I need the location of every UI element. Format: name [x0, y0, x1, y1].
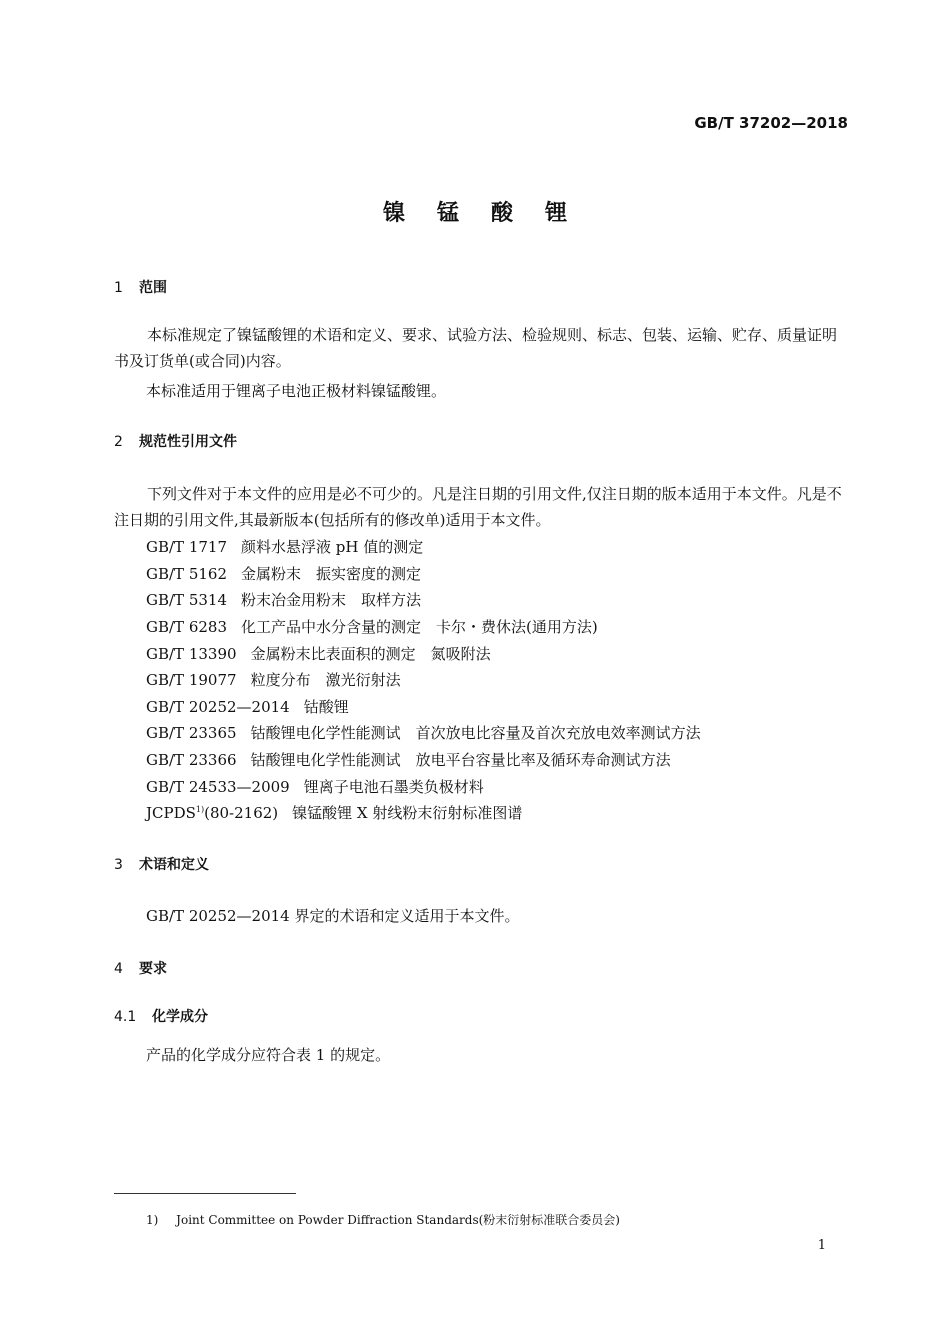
- reference-code: GB/T 20252—2014: [146, 698, 290, 716]
- reference-code: JCPDS: [146, 804, 196, 822]
- reference-code: GB/T 24533—2009: [146, 778, 290, 796]
- reference-title: 粉末冶金用粉末 取样方法: [241, 591, 422, 609]
- reference-title: 镍锰酸锂 X 射线粉末衍射标准图谱: [292, 804, 523, 822]
- reference-item: [146, 776, 484, 797]
- section-2-heading: [114, 431, 237, 451]
- section-4-heading: [114, 958, 167, 978]
- page-number: 1: [817, 1238, 826, 1253]
- reference-code: GB/T 6283: [146, 618, 228, 636]
- footnote-divider: [114, 1193, 296, 1194]
- reference-item: [146, 669, 401, 690]
- section-number: 1: [114, 280, 123, 296]
- reference-title: 锂离子电池石墨类负极材料: [303, 778, 484, 796]
- terms-paragraph: GB/T 20252—2014 界定的术语和定义适用于本文件。: [146, 907, 520, 925]
- section-title: 范围: [139, 280, 167, 296]
- reference-title: 粒度分布 激光衍射法: [250, 671, 401, 689]
- reference-item: [146, 563, 421, 584]
- section-number: 2: [114, 434, 123, 450]
- reference-title: 金属粉末比表面积的测定 氮吸附法: [250, 645, 491, 663]
- section-title: 术语和定义: [139, 857, 209, 873]
- scope-paragraph-1: 本标准规定了镍锰酸锂的术语和定义、要求、试验方法、检验规则、标志、包装、运输、贮存、质量证明书及订货单(或合同)内容。: [114, 326, 838, 370]
- reference-item: [146, 749, 671, 770]
- reference-title: 颜料水悬浮液 pH 值的测定: [241, 538, 424, 556]
- reference-title: 钴酸锂电化学性能测试 放电平台容量比率及循环寿命测试方法: [250, 751, 671, 769]
- section-number: 4: [114, 961, 123, 977]
- section-title: 要求: [139, 961, 167, 977]
- reference-code: GB/T 19077: [146, 671, 237, 689]
- reference-code: GB/T 1717: [146, 538, 228, 556]
- reference-item: [146, 536, 423, 557]
- reference-item: [146, 616, 598, 637]
- composition-paragraph: 产品的化学成分应符合表 1 的规定。: [146, 1046, 391, 1064]
- reference-title: 钴酸锂: [303, 698, 349, 716]
- reference-title: 化工产品中水分含量的测定 卡尔・费休法(通用方法): [241, 618, 598, 636]
- reference-code: GB/T 5162: [146, 565, 228, 583]
- reference-item: [146, 722, 701, 743]
- section-3-heading: [114, 854, 209, 874]
- footnote-marker: 1): [195, 805, 205, 814]
- subsection-4-1-heading: [114, 1006, 208, 1026]
- reference-code: GB/T 13390: [146, 645, 237, 663]
- reference-item: [146, 643, 491, 664]
- footnote: [146, 1211, 620, 1228]
- section-1-heading: [114, 277, 167, 297]
- reference-item: [146, 589, 421, 610]
- section-number: 3: [114, 857, 123, 873]
- reference-item: [146, 696, 349, 717]
- reference-code: GB/T 23366: [146, 751, 237, 769]
- references-intro: 下列文件对于本文件的应用是必不可少的。凡是注日期的引用文件,仅注日期的版本适用于本文件。凡是不注日期的引用文件,其最新版本(包括所有的修改单)适用于本文件。: [114, 485, 842, 529]
- reference-code: GB/T 23365: [146, 724, 237, 742]
- scope-paragraph-2: 本标准适用于锂离子电池正极材料镍锰酸锂。: [146, 382, 447, 400]
- standard-code: GB/T 37202—2018: [694, 114, 848, 132]
- document-title: 镍锰酸锂: [382, 201, 599, 226]
- footnote-marker: 1): [146, 1213, 159, 1227]
- reference-code: GB/T 5314: [146, 591, 228, 609]
- reference-title: 钴酸锂电化学性能测试 首次放电比容量及首次充放电效率测试方法: [250, 724, 701, 742]
- reference-number: (80-2162): [204, 804, 279, 822]
- footnote-text: Joint Committee on Powder Diffraction Standards(粉末衍射标准联合委员会): [176, 1213, 620, 1227]
- subsection-title: 化学成分: [152, 1009, 208, 1025]
- section-title: 规范性引用文件: [139, 434, 237, 450]
- reference-item-jcpds: [146, 802, 522, 823]
- subsection-number: 4.1: [114, 1009, 137, 1025]
- reference-title: 金属粉末 振实密度的测定: [241, 565, 422, 583]
